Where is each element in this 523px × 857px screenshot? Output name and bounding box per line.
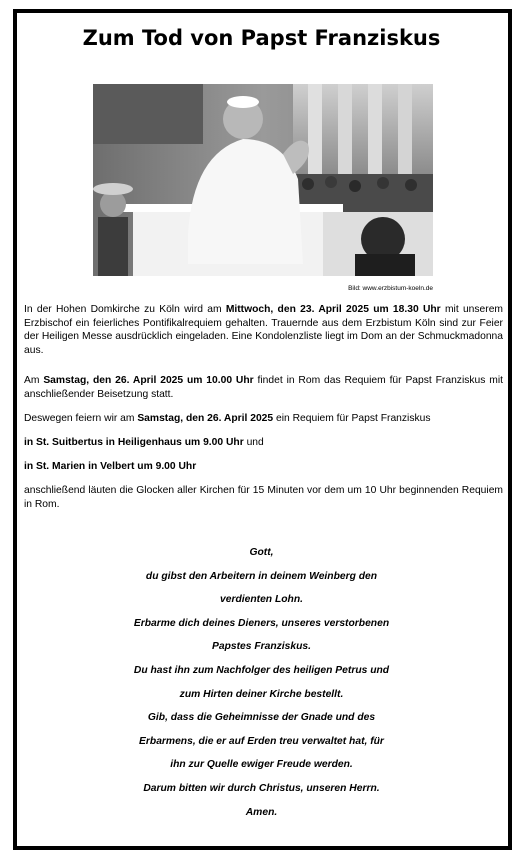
photo-credit: Bild: www.erzbistum-koeln.de [348,285,433,292]
pope-photo-image [93,84,433,276]
date-cologne: Mittwoch, den 23. April 2025 um 18.30 Uhr [225,304,441,315]
prayer-line: zum Hirten deiner Kirche bestellt. [179,688,344,700]
location-velbert: in St. Marien in Velbert um 9.00 Uhr [24,461,197,472]
prayer-line: Gib, dass die Geheimnisse der Gnade und des [147,712,376,724]
paragraph-velbert [24,460,503,474]
pope-photo [93,84,433,276]
text: mit unserem Erzbischof ein feierliches Pontifikalrequiem gehalten. Trauernde aus dem Erzbistum Köln sind zur Feier der Heiligen Messe ausdrücklich eingeladen. Eine Kondolenzliste liegt im Dom an der Schmuckmadonna aus. [24,304,504,356]
text: findet in Rom das Requiem für Papst Franziskus mit anschließender Beisetzung statt. [24,375,503,400]
date-requiem: Samstag, den 26. April 2025 [137,413,274,424]
prayer-line: verdienten Lohn. [220,594,303,606]
prayer-line: Gott, [249,547,274,558]
prayer-line: du gibst den Arbeitern in deinem Weinberg den [145,570,378,582]
prayer-line: Papstes Franziskus. [211,641,311,653]
prayer-line: Erbarmens, die er auf Erden treu verwaltet hat, für [139,735,384,747]
prayer-line: ihn zur Quelle ewiger Freude werden. [170,759,353,771]
prayer [0,546,523,829]
paragraph-heiligenhaus [24,436,503,450]
paragraph-requiem [24,412,503,426]
date-rome: Samstag, den 26. April 2025 um 10.00 Uhr [43,375,254,386]
text: Am [24,375,44,386]
paragraph-bells: anschließend läuten die Glocken aller Kirchen für 15 Minuten vor dem um 10 Uhr beginnenden Requiem in Rom. [24,485,503,510]
prayer-line: Erbarme dich deines Dieners, unseres verstorbenen [133,617,390,629]
prayer-line: Darum bitten wir durch Christus, unseren Herrn. [143,782,380,794]
prayer-line: Du hast ihn zum Nachfolger des heiligen Petrus und [133,664,390,676]
text: ein Requiem für Papst Franziskus [273,413,431,424]
location-heiligenhaus: in St. Suitbertus in Heiligenhaus um 9.00 Uhr [24,437,244,448]
page-title: Zum Tod von Papst Franziskus [82,26,441,50]
text: und [243,437,264,448]
text: Deswegen feiern wir am [24,413,138,424]
paragraph-cologne [24,303,503,357]
prayer-line: Amen. [245,806,278,818]
text: In der Hohen Domkirche zu Köln wird am [24,304,226,315]
paragraph-rome [24,374,503,401]
